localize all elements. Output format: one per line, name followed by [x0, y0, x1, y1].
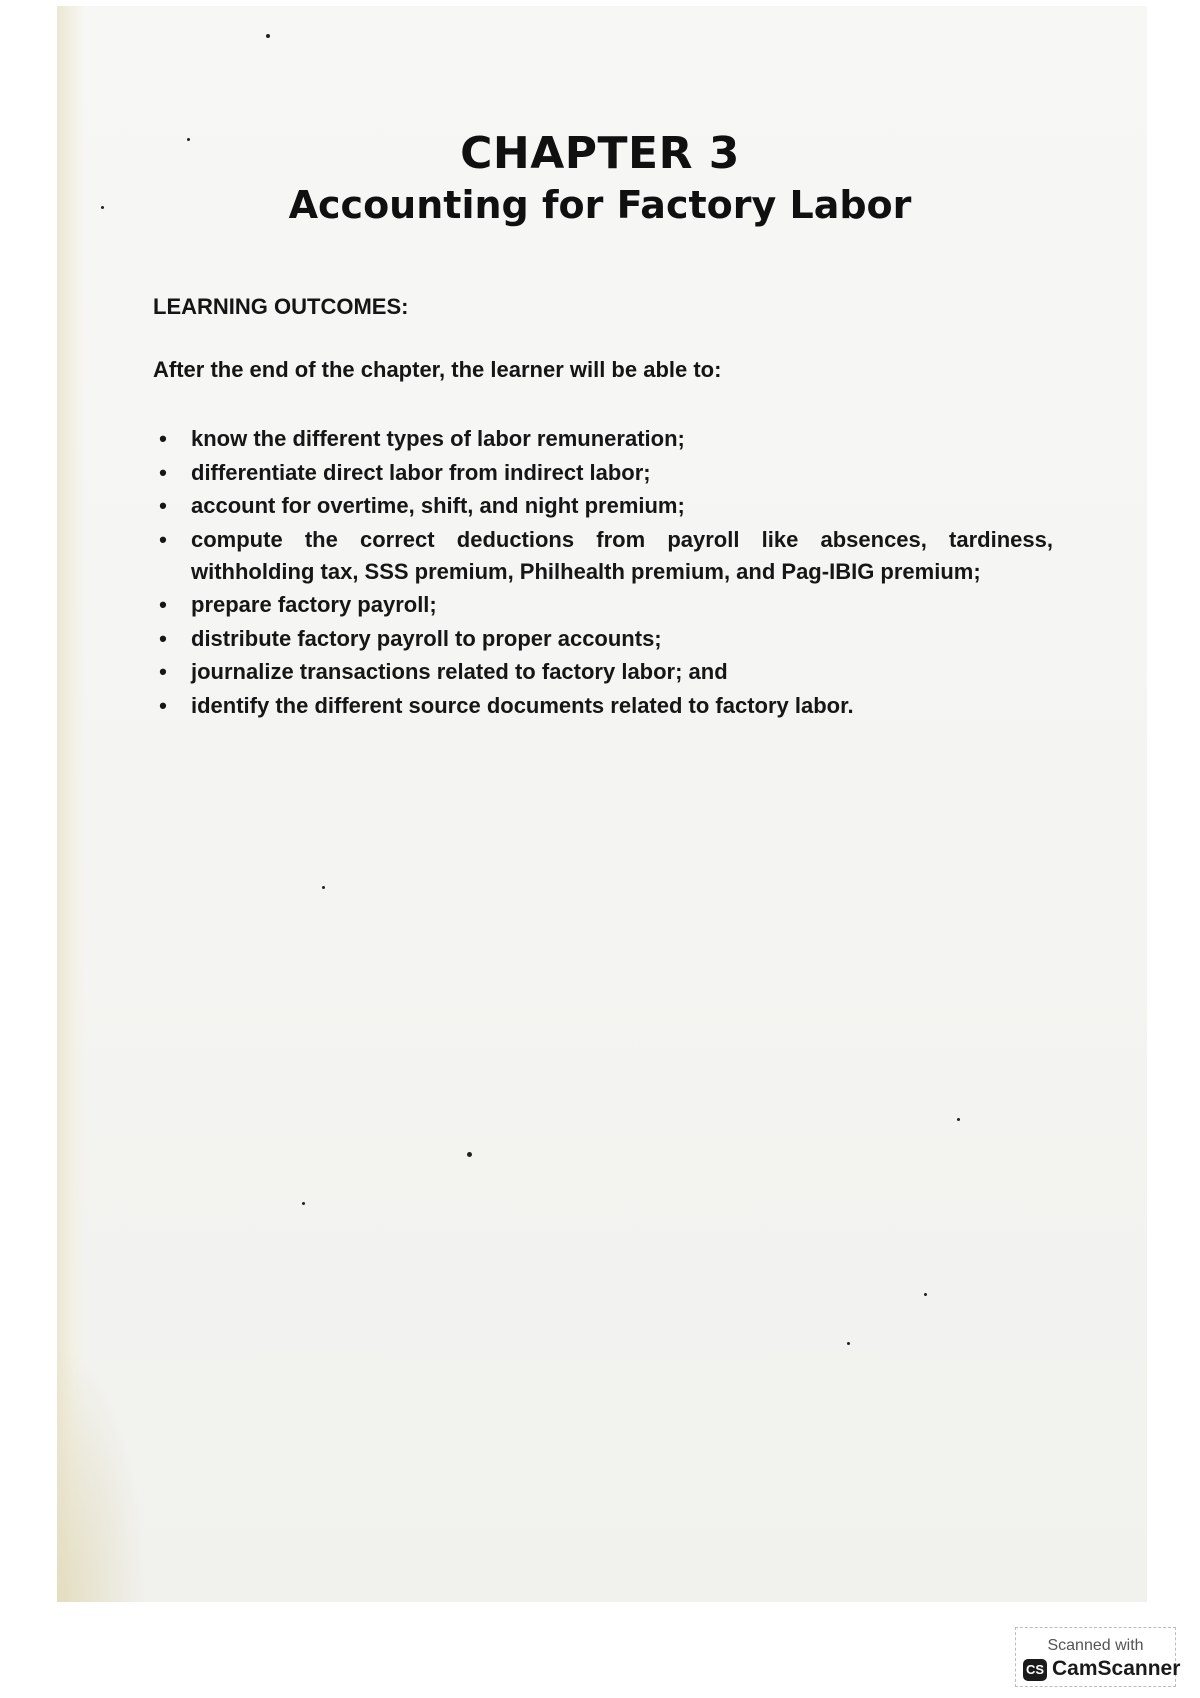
scan-speck — [322, 886, 325, 889]
bullet-icon: • — [159, 625, 167, 651]
list-item-text: compute the correct deductions from payroll like absences, tardiness, withholding tax, SSS premium, Philhealth premium, and Pag-IBIG premium; — [191, 526, 1053, 584]
bullet-icon: • — [159, 459, 167, 485]
list-item — [153, 623, 1053, 655]
chapter-number: CHAPTER 3 — [460, 128, 740, 179]
scan-speck — [302, 1202, 305, 1205]
list-item — [153, 490, 1053, 522]
list-item-text: distribute factory payroll to proper accounts; — [191, 625, 662, 651]
scan-speck — [957, 1118, 960, 1121]
scan-speck — [847, 1342, 850, 1345]
list-item-text: identify the different source documents related to factory labor. — [191, 692, 854, 718]
list-item — [153, 656, 1053, 688]
bullet-icon: • — [159, 493, 167, 518]
list-item — [153, 524, 1053, 588]
bullet-icon: • — [159, 592, 167, 617]
badge-brand-name: CamScanner — [1052, 1657, 1181, 1680]
camscanner-logo-icon: CS — [1023, 1659, 1047, 1681]
chapter-title: Accounting for Factory Labor — [288, 183, 912, 227]
bullet-icon: • — [159, 692, 167, 718]
list-item — [153, 423, 1053, 455]
paper-sheet — [57, 6, 1147, 1602]
scan-speck — [266, 34, 270, 38]
list-item-text: differentiate direct labor from indirect labor; — [191, 459, 651, 485]
list-item — [153, 457, 1053, 489]
learning-outcomes-heading: LEARNING OUTCOMES: — [153, 294, 409, 319]
camscanner-badge — [1015, 1627, 1181, 1687]
learning-outcomes-list — [153, 423, 1053, 723]
bullet-icon: • — [159, 659, 167, 684]
list-item-text: account for overtime, shift, and night premium; — [191, 493, 685, 518]
list-item — [153, 589, 1053, 621]
badge-caption: Scanned with — [1047, 1637, 1144, 1654]
list-item-text: know the different types of labor remuneration; — [191, 426, 685, 451]
scan-speck — [467, 1152, 472, 1157]
bullet-icon: • — [159, 426, 167, 451]
scan-speck — [924, 1293, 927, 1296]
bullet-icon: • — [159, 526, 167, 552]
learning-outcomes-intro: After the end of the chapter, the learner will be able to: — [153, 357, 722, 382]
paper-stain — [57, 1342, 147, 1602]
list-item-text: journalize transactions related to factory labor; and — [191, 659, 728, 684]
list-item — [153, 690, 1053, 722]
list-item-text: prepare factory payroll; — [191, 592, 437, 617]
